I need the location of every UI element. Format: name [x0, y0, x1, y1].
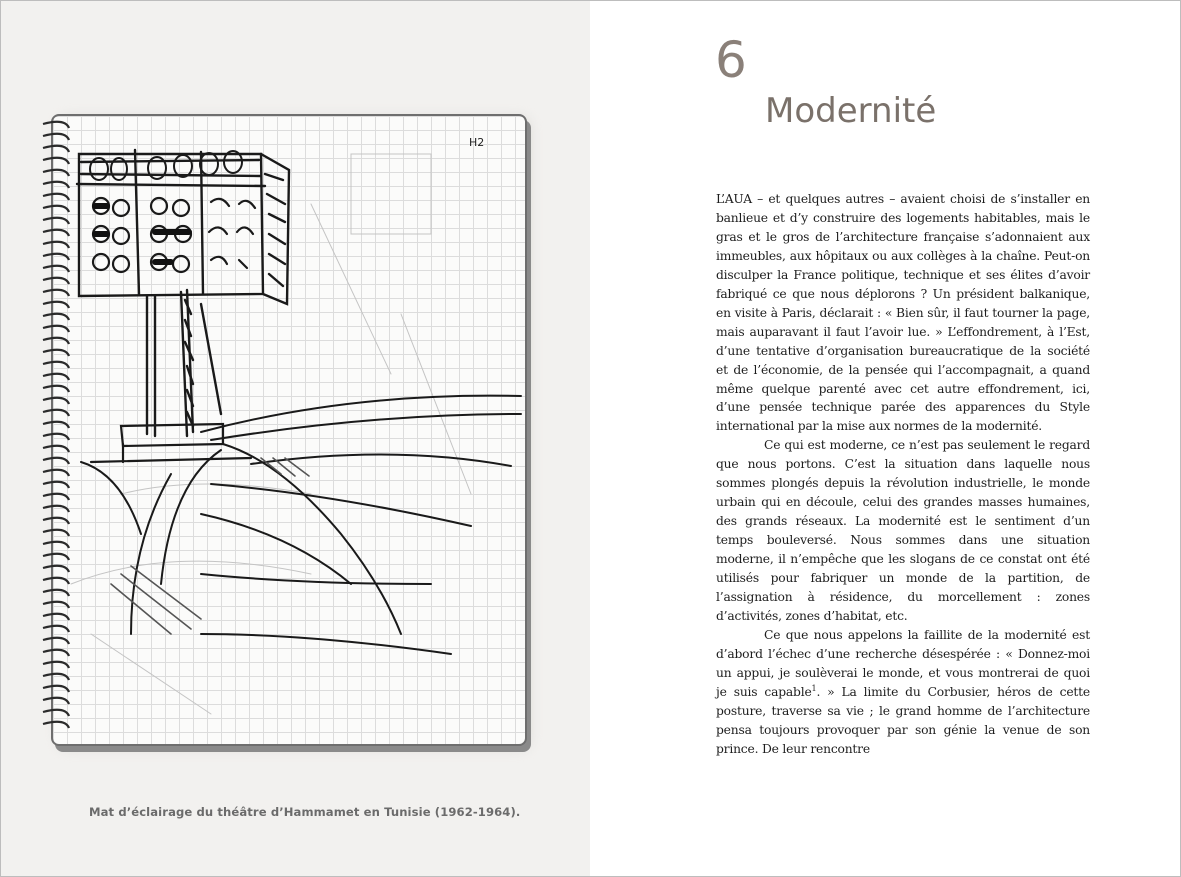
paragraph-3 [716, 626, 1090, 759]
sketch-drawing [51, 114, 523, 742]
chapter-number: 6 [715, 31, 747, 89]
right-page [590, 1, 1180, 876]
paragraph-2: Ce qui est moderne, ce n’est pas seulement le regard que nous portons. C’est la situation dans laquelle nous sommes plongés depuis la révolution industrielle, le monde urbain qui en découle, celui des grandes masses humaines, des grands réseaux. La modernité est le sentiment d’un temps bouleversé. Nous sommes dans une situation moderne, il n’empêche que les slogans de ce constat ont été utilisés pour fabriquer un monde de la partition, de l’assignation à résidence, du morcellement : zones d’activités, zones d’habitat, etc. [716, 438, 1090, 623]
paragraph-3-text: Ce que nous appelons la faillite de la modernité est d’abord l’échec d’une recherche désespérée : « Donnez-moi un appui, je soulèverai le monde, et vous montrerai de quoi je suis capable [716, 627, 1090, 699]
paragraph-1: L’AUA – et quelques autres – avaient choisi de s’installer en banlieue et d’y construire des logements habitables, mais le gras et le gros de l’architecture française s’adonnaient aux immeubles, aux hôpitaux ou aux collèges à la chaîne. Peut-on disculper la France politique, technique et ses élites d’avoir fabriqué ce que nous déplorons ? Un président balkanique, en visite à Paris, déclarait : « Bien sûr, il faut tourner la page, mais auparavant il faut l’avoir lue. » L’effondrement, à l’Est, d’une tentative d’organisation bureaucratique de la société et de l’économie, de la pensée qui l’accompagnait, a quand même quelque parenté avec cet autre effondrement, ici, d’une pensée technique parée des apparences du Style international par la mise aux normes de la modernité. [716, 192, 1090, 434]
chapter-title: Modernité [765, 91, 937, 131]
notebook-mark: H2 [469, 136, 485, 149]
notebook-spiral [35, 120, 75, 740]
figure-notebook [31, 106, 541, 756]
body-text [716, 190, 1090, 759]
paragraph-3-continuation: . » La limite du Corbusier, héros de cette posture, traverse sa vie ; le grand homme de l’architecture pensa toujours provoquer par son génie la venue de son prince. De leur rencontre [716, 684, 1090, 756]
footnote-reference[interactable]: 1 [811, 683, 817, 693]
figure-caption: Mat d’éclairage du théâtre d’Hammamet en Tunisie (1962-1964). [89, 805, 521, 819]
left-page [1, 1, 590, 876]
